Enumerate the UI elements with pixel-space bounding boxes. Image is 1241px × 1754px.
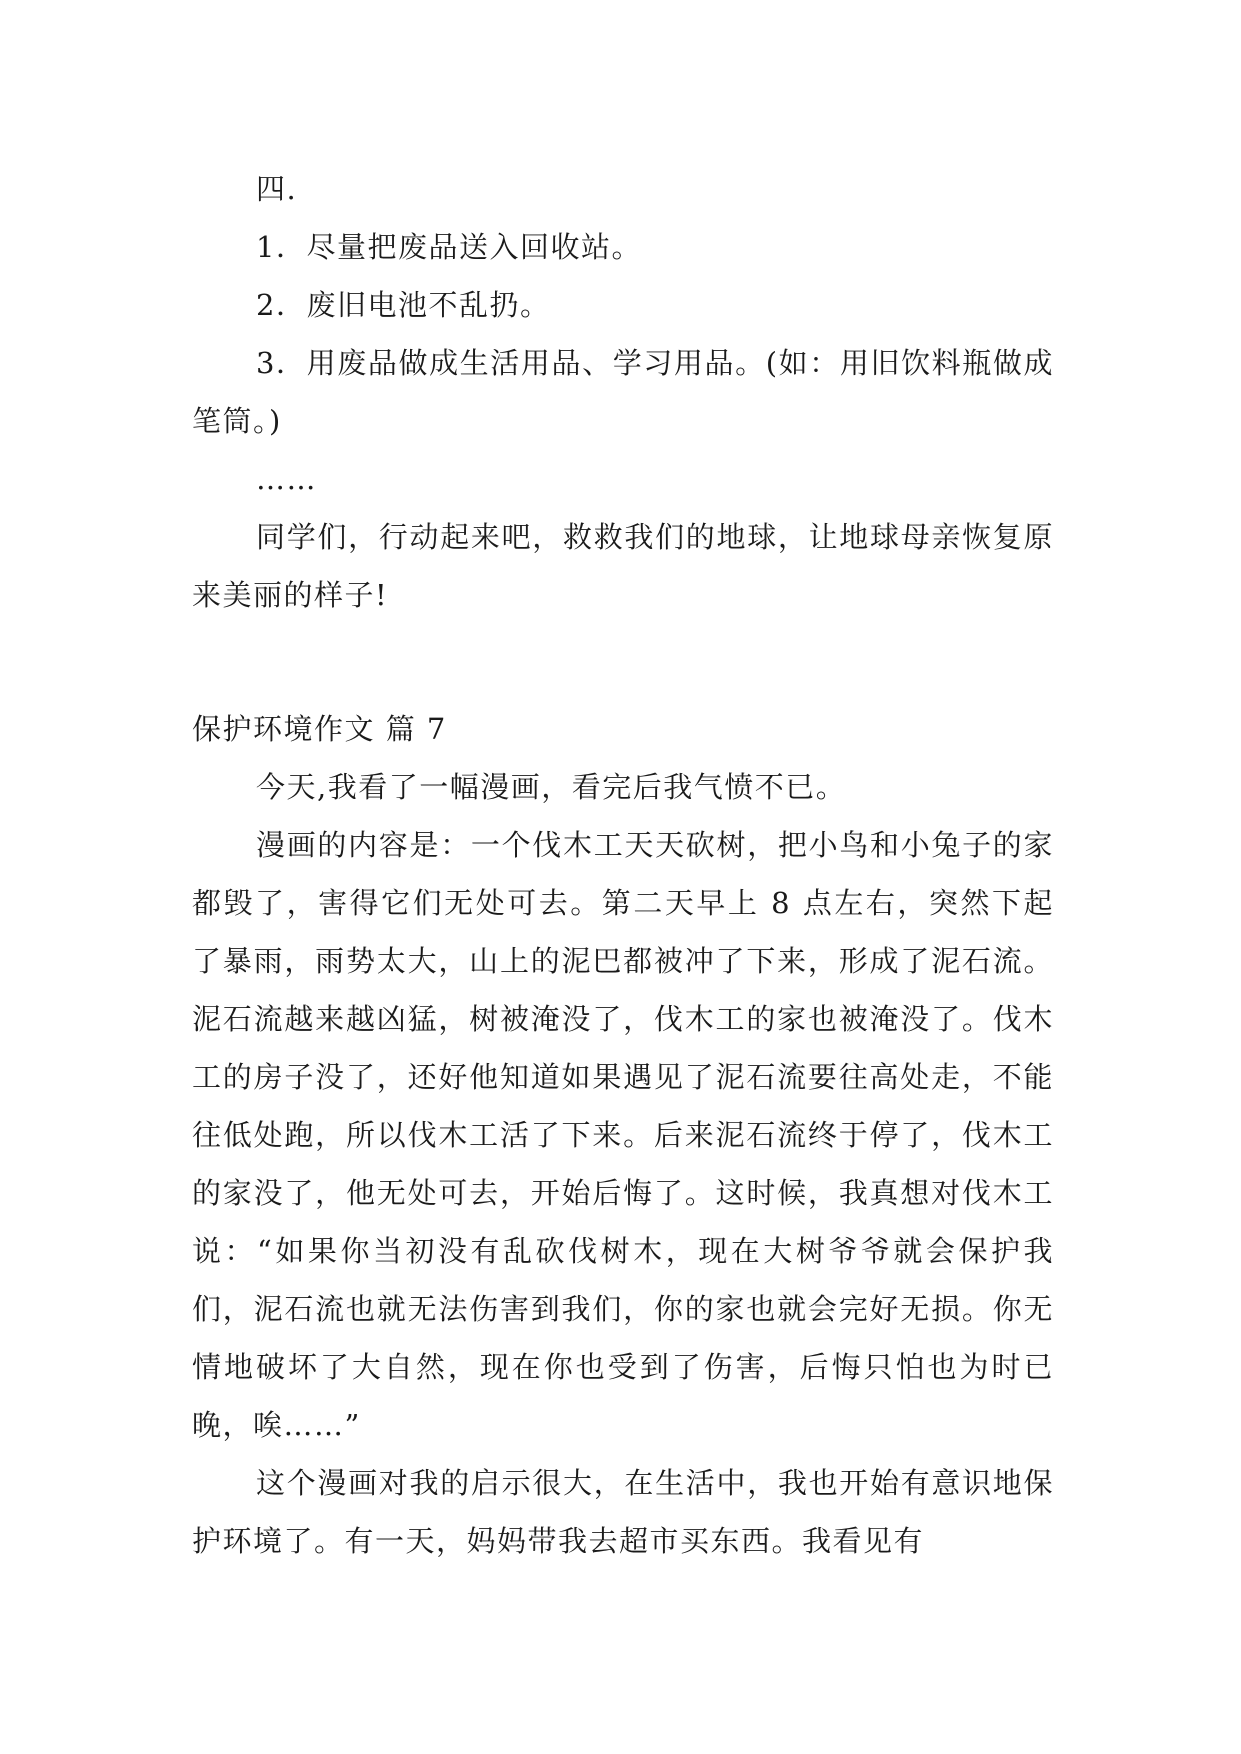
paragraph: 今天,我看了一幅漫画，看完后我气愤不已。 [256, 770, 847, 804]
paragraph: 漫画的内容是：一个伐木工天天砍树，把小鸟和小兔子的家都毁了，害得它们无处可去。第二天早上 8 点左右，突然下起了暴雨，雨势太大，山上的泥巴都被冲了下来，形成了泥石流。泥石流越来越凶猛，树被淹没了，伐木工的家也被淹没了。伐木工的房子没了，还好他知道如果遇见了泥石流要往高处走，不能往低处跑，所以伐木工活了下来。后来泥石流终于停了，伐木工的家没了，他无处可去，开始后悔了。这时候，我真想对伐木工说：“如果你当初没有乱砍伐树木，现在大树爷爷就会保护我们，泥石流也就无法伤害到我们，你的家也就会完好无损。你无情地破坏了大自然，现在你也受到了伤害，后悔只怕也为时已晚，唉……” [192, 828, 1054, 1442]
ellipsis-line: …… [256, 462, 317, 496]
paragraph: 同学们，行动起来吧，救救我们的地球，让地球母亲恢复原来美丽的样子! [192, 520, 1054, 612]
list-item: 2．废旧电池不乱扔。 [256, 288, 551, 322]
paragraph: 这个漫画对我的启示很大，在生活中，我也开始有意识地保护环境了。有一天，妈妈带我去超市买东西。我看见有 [192, 1466, 1054, 1558]
list-item: 1．尽量把废品送入回收站。 [256, 230, 642, 264]
section-spacer [192, 624, 1054, 700]
list-item: 3．用废品做成生活用品、学习用品。(如：用旧饮料瓶做成笔筒。) [192, 346, 1054, 438]
document-body [192, 160, 1054, 1570]
section-title: 保护环境作文 篇 7 [192, 712, 447, 746]
paragraph: 四. [256, 172, 298, 206]
